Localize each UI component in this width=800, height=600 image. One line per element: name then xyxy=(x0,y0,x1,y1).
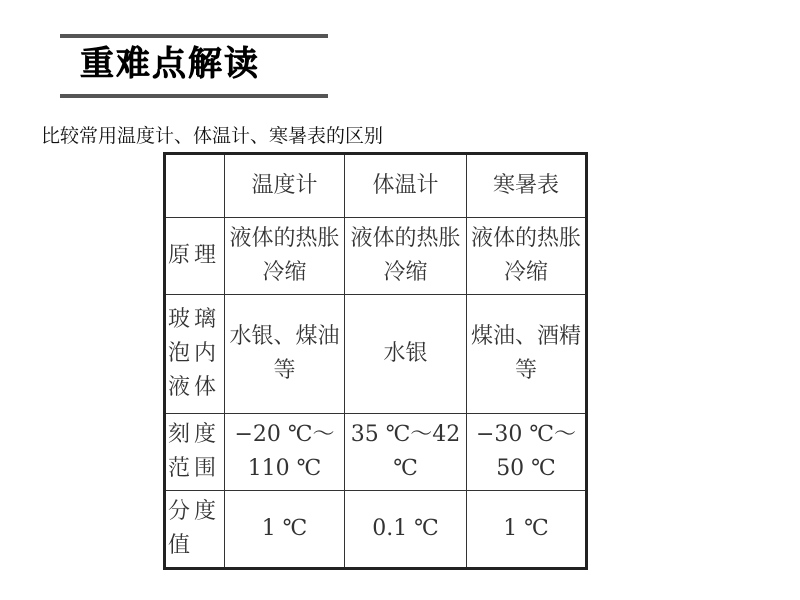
section-title: 重难点解读 xyxy=(80,44,260,84)
header-cell-clinical-thermometer: 体温计 xyxy=(345,154,467,218)
header-cell-empty xyxy=(165,154,225,218)
table-cell: 1 ℃ xyxy=(225,491,345,569)
table-row xyxy=(165,218,587,295)
table-header-row xyxy=(165,154,587,218)
row-label: 分度值 xyxy=(165,491,225,569)
comparison-table xyxy=(163,152,588,570)
table-cell: 35 ℃～42 ℃ xyxy=(345,414,467,491)
table-cell: 水银、煤油等 xyxy=(225,295,345,414)
table-caption: 比较常用温度计、体温计、寒暑表的区别 xyxy=(41,125,384,147)
table-row xyxy=(165,491,587,569)
table-cell: 水银 xyxy=(345,295,467,414)
header-cell-weather-thermometer: 寒暑表 xyxy=(467,154,587,218)
section-header xyxy=(60,34,328,98)
table-cell: −30 ℃～50 ℃ xyxy=(467,414,587,491)
table-cell: −20 ℃～110 ℃ xyxy=(225,414,345,491)
table-row xyxy=(165,414,587,491)
table-cell: 1 ℃ xyxy=(467,491,587,569)
row-label: 刻度范围 xyxy=(165,414,225,491)
table-cell: 液体的热胀冷缩 xyxy=(345,218,467,295)
header-cell-thermometer: 温度计 xyxy=(225,154,345,218)
table-cell: 液体的热胀冷缩 xyxy=(467,218,587,295)
table-cell: 液体的热胀冷缩 xyxy=(225,218,345,295)
row-label: 玻璃泡内液体 xyxy=(165,295,225,414)
table-cell: 0.1 ℃ xyxy=(345,491,467,569)
row-label: 原理 xyxy=(165,218,225,295)
table-row xyxy=(165,295,587,414)
table-cell: 煤油、酒精等 xyxy=(467,295,587,414)
